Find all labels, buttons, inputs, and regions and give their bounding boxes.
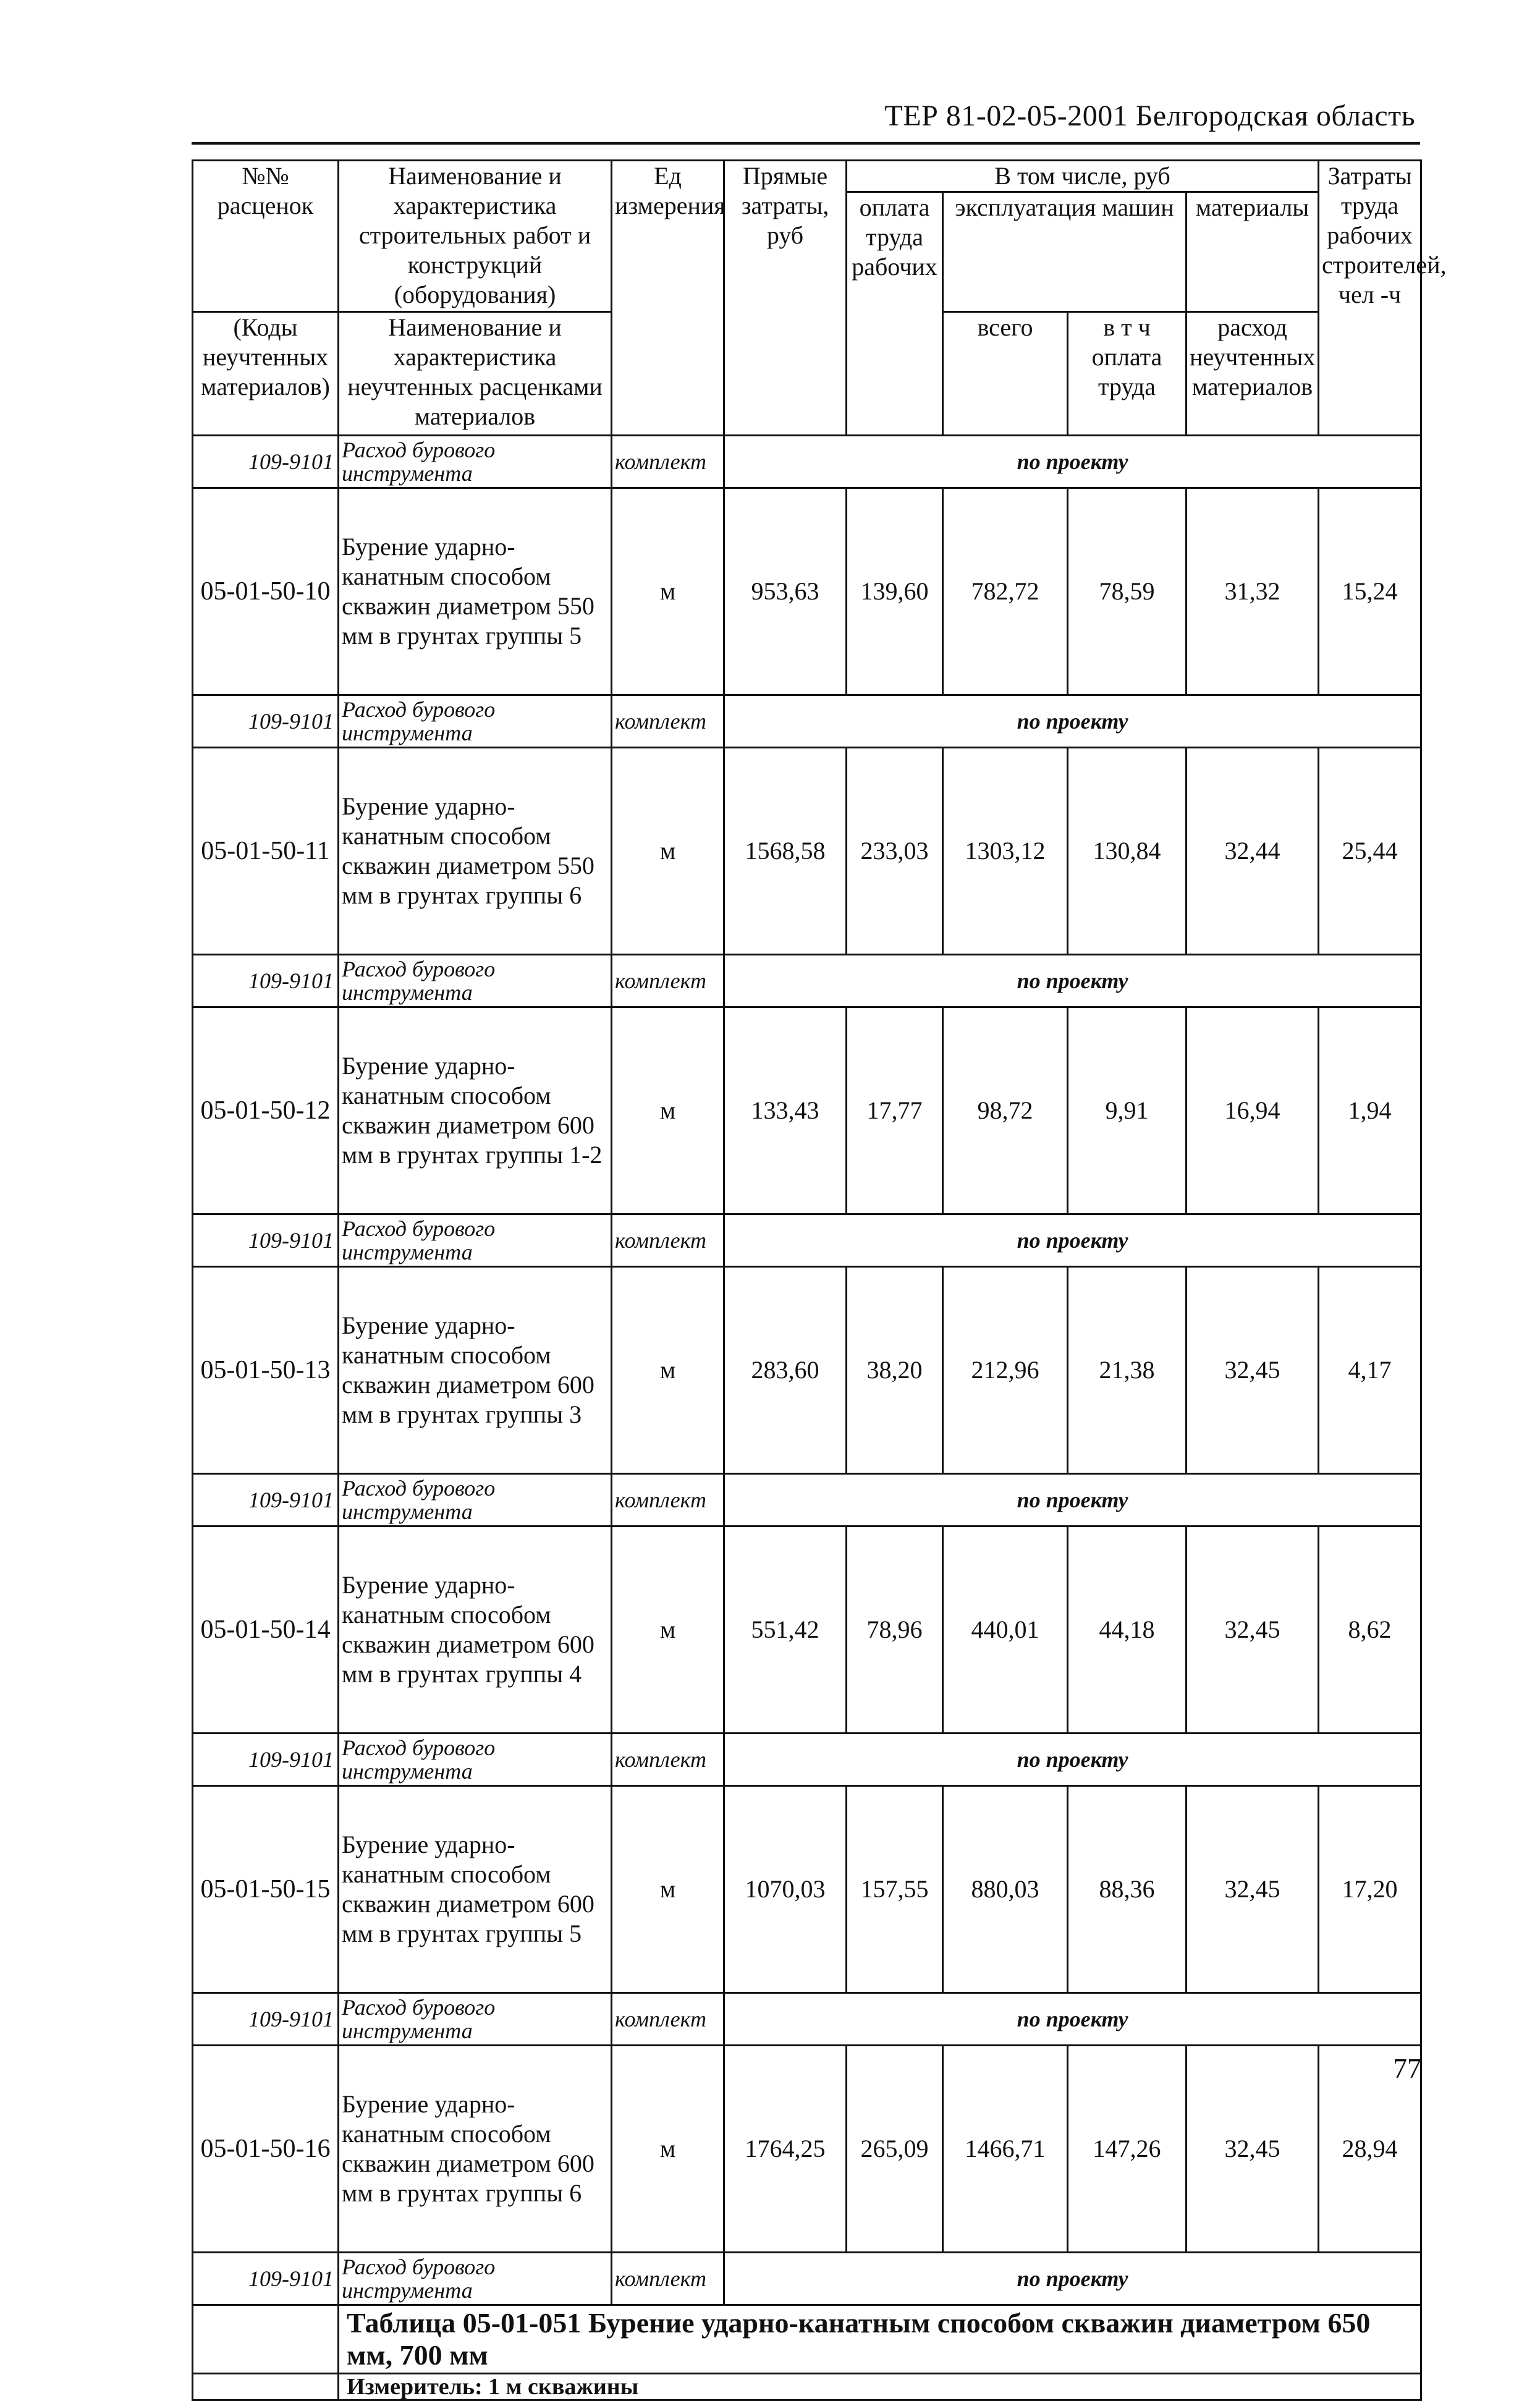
rate-name: Бурение ударно-канатным способом скважин диаметром 550 мм в грунтах группы 6 xyxy=(339,748,612,955)
rate-materials: 31,32 xyxy=(1187,488,1319,695)
rate-unit: м xyxy=(612,748,724,955)
material-code: 109-9101 xyxy=(193,695,339,748)
rate-labor: 4,17 xyxy=(1319,1267,1421,1474)
section-title-spacer xyxy=(193,2305,339,2374)
rate-machines-total: 1466,71 xyxy=(943,2046,1068,2253)
rate-machines-total: 880,03 xyxy=(943,1786,1068,1993)
material-unit: комплект xyxy=(612,1734,724,1786)
material-unit: комплект xyxy=(612,2253,724,2305)
material-name: Расход бурового инструмента xyxy=(339,436,612,488)
rate-machines-total: 98,72 xyxy=(943,1007,1068,1214)
material-row xyxy=(193,955,1421,1007)
rate-name: Бурение ударно-канатным способом скважин диаметром 600 мм в грунтах группы 5 xyxy=(339,1786,612,1993)
rate-row xyxy=(193,488,1421,695)
rate-name: Бурение ударно-канатным способом скважин диаметром 600 мм в грунтах группы 4 xyxy=(339,1527,612,1734)
material-unit: комплект xyxy=(612,1474,724,1527)
material-row xyxy=(193,1214,1421,1267)
rate-row xyxy=(193,1007,1421,1214)
rate-labor: 8,62 xyxy=(1319,1527,1421,1734)
material-value: по проекту xyxy=(724,1993,1421,2046)
rate-row xyxy=(193,748,1421,955)
rate-labor: 28,94 xyxy=(1319,2046,1421,2253)
rate-wages: 265,09 xyxy=(847,2046,943,2253)
material-code: 109-9101 xyxy=(193,1734,339,1786)
col-header-machines: эксплуатация машин xyxy=(943,192,1187,312)
rate-direct-costs: 283,60 xyxy=(724,1267,847,1474)
rate-machines-total: 1303,12 xyxy=(943,748,1068,955)
material-unit: комплект xyxy=(612,695,724,748)
material-name: Расход бурового инструмента xyxy=(339,2253,612,2305)
rate-code: 05-01-50-15 xyxy=(193,1786,339,1993)
rate-direct-costs: 1070,03 xyxy=(724,1786,847,1993)
rate-name: Бурение ударно-канатным способом скважин диаметром 600 мм в грунтах группы 6 xyxy=(339,2046,612,2253)
material-name: Расход бурового инструмента xyxy=(339,1474,612,1527)
material-name: Расход бурового инструмента xyxy=(339,1734,612,1786)
material-code: 109-9101 xyxy=(193,1993,339,2046)
section-title: Таблица 05-01-051 Бурение ударно-канатным способом скважин диаметром 650 мм, 700 мм xyxy=(339,2305,1421,2374)
document-title: ТЕР 81-02-05-2001 Белгородская область xyxy=(884,100,1415,132)
rate-machines-total: 440,01 xyxy=(943,1527,1068,1734)
col-header-machines-total: всего xyxy=(943,312,1068,436)
material-value: по проекту xyxy=(724,1214,1421,1267)
rate-unit: м xyxy=(612,488,724,695)
rate-code: 05-01-50-13 xyxy=(193,1267,339,1474)
material-unit: комплект xyxy=(612,1993,724,2046)
rate-machines-wages: 88,36 xyxy=(1068,1786,1187,1993)
material-name: Расход бурового инструмента xyxy=(339,955,612,1007)
rate-materials: 32,44 xyxy=(1187,748,1319,955)
rate-unit: м xyxy=(612,2046,724,2253)
rate-materials: 16,94 xyxy=(1187,1007,1319,1214)
material-row xyxy=(193,436,1421,488)
col-header-machines-wages: в т ч оплата труда xyxy=(1068,312,1187,436)
rate-wages: 157,55 xyxy=(847,1786,943,1993)
col-header-code: №№ расценок xyxy=(193,161,339,312)
col-header-materials-sub: расход неучтенных материалов xyxy=(1187,312,1319,436)
rate-direct-costs: 133,43 xyxy=(724,1007,847,1214)
rate-materials: 32,45 xyxy=(1187,1267,1319,1474)
measurer-text: Измеритель: 1 м скважины xyxy=(339,2374,1421,2400)
material-code: 109-9101 xyxy=(193,1214,339,1267)
rate-row xyxy=(193,1527,1421,1734)
rate-wages: 78,96 xyxy=(847,1527,943,1734)
rate-labor: 25,44 xyxy=(1319,748,1421,955)
rate-machines-wages: 130,84 xyxy=(1068,748,1187,955)
material-code: 109-9101 xyxy=(193,1474,339,1527)
col-header-materials: материалы xyxy=(1187,192,1319,312)
col-header-wages: оплата труда рабочих xyxy=(847,192,943,436)
material-unit: комплект xyxy=(612,436,724,488)
rate-name: Бурение ударно-канатным способом скважин диаметром 600 мм в грунтах группы 3 xyxy=(339,1267,612,1474)
material-row xyxy=(193,1474,1421,1527)
rate-labor: 17,20 xyxy=(1319,1786,1421,1993)
material-row xyxy=(193,1993,1421,2046)
rate-machines-wages: 147,26 xyxy=(1068,2046,1187,2253)
measurer-spacer xyxy=(193,2374,339,2400)
rate-machines-total: 212,96 xyxy=(943,1267,1068,1474)
rate-row xyxy=(193,1267,1421,1474)
rate-code: 05-01-50-11 xyxy=(193,748,339,955)
material-code: 109-9101 xyxy=(193,2253,339,2305)
rate-direct-costs: 551,42 xyxy=(724,1527,847,1734)
material-name: Расход бурового инструмента xyxy=(339,1214,612,1267)
material-name: Расход бурового инструмента xyxy=(339,1993,612,2046)
rate-machines-wages: 44,18 xyxy=(1068,1527,1187,1734)
rate-materials: 32,45 xyxy=(1187,1786,1319,1993)
rate-wages: 38,20 xyxy=(847,1267,943,1474)
rate-materials: 32,45 xyxy=(1187,1527,1319,1734)
rate-materials: 32,45 xyxy=(1187,2046,1319,2253)
rate-wages: 139,60 xyxy=(847,488,943,695)
rate-code: 05-01-50-14 xyxy=(193,1527,339,1734)
col-header-unit: Ед измерения xyxy=(612,161,724,436)
rate-code: 05-01-50-12 xyxy=(193,1007,339,1214)
rate-labor: 1,94 xyxy=(1319,1007,1421,1214)
material-value: по проекту xyxy=(724,2253,1421,2305)
rate-direct-costs: 1764,25 xyxy=(724,2046,847,2253)
rate-unit: м xyxy=(612,1527,724,1734)
rates-table xyxy=(192,159,1447,2401)
col-header-code-alt: (Коды неучтенных материалов) xyxy=(193,312,339,436)
col-header-name-alt: Наименование и характеристика неучтенных расценками материалов xyxy=(339,312,612,436)
col-header-name: Наименование и характеристика строительных работ и конструкций (оборудования) xyxy=(339,161,612,312)
material-value: по проекту xyxy=(724,436,1421,488)
material-value: по проекту xyxy=(724,1474,1421,1527)
rate-direct-costs: 953,63 xyxy=(724,488,847,695)
rate-machines-wages: 21,38 xyxy=(1068,1267,1187,1474)
rate-machines-wages: 9,91 xyxy=(1068,1007,1187,1214)
material-unit: комплект xyxy=(612,1214,724,1267)
rate-unit: м xyxy=(612,1786,724,1993)
material-value: по проекту xyxy=(724,955,1421,1007)
material-row xyxy=(193,2253,1421,2305)
col-header-labor: Затраты труда рабочих строителей, чел -ч xyxy=(1319,161,1421,436)
rate-code: 05-01-50-16 xyxy=(193,2046,339,2253)
rate-row xyxy=(193,2046,1421,2253)
rate-name: Бурение ударно-канатным способом скважин диаметром 550 мм в грунтах группы 5 xyxy=(339,488,612,695)
header-rule xyxy=(192,142,1420,145)
material-unit: комплект xyxy=(612,955,724,1007)
rate-name: Бурение ударно-канатным способом скважин диаметром 600 мм в грунтах группы 1-2 xyxy=(339,1007,612,1214)
rate-unit: м xyxy=(612,1007,724,1214)
page-number: 77 xyxy=(1393,2052,1421,2084)
rate-machines-total: 782,72 xyxy=(943,488,1068,695)
material-name: Расход бурового инструмента xyxy=(339,695,612,748)
material-row xyxy=(193,695,1421,748)
rate-labor: 15,24 xyxy=(1319,488,1421,695)
col-header-direct: Прямые затраты, руб xyxy=(724,161,847,436)
material-value: по проекту xyxy=(724,695,1421,748)
rate-wages: 233,03 xyxy=(847,748,943,955)
rate-direct-costs: 1568,58 xyxy=(724,748,847,955)
col-header-group: В том числе, руб xyxy=(847,161,1319,192)
material-code: 109-9101 xyxy=(193,436,339,488)
material-row xyxy=(193,1734,1421,1786)
material-code: 109-9101 xyxy=(193,955,339,1007)
material-value: по проекту xyxy=(724,1734,1421,1786)
rate-unit: м xyxy=(612,1267,724,1474)
rate-code: 05-01-50-10 xyxy=(193,488,339,695)
rate-row xyxy=(193,1786,1421,1993)
rate-wages: 17,77 xyxy=(847,1007,943,1214)
rate-machines-wages: 78,59 xyxy=(1068,488,1187,695)
